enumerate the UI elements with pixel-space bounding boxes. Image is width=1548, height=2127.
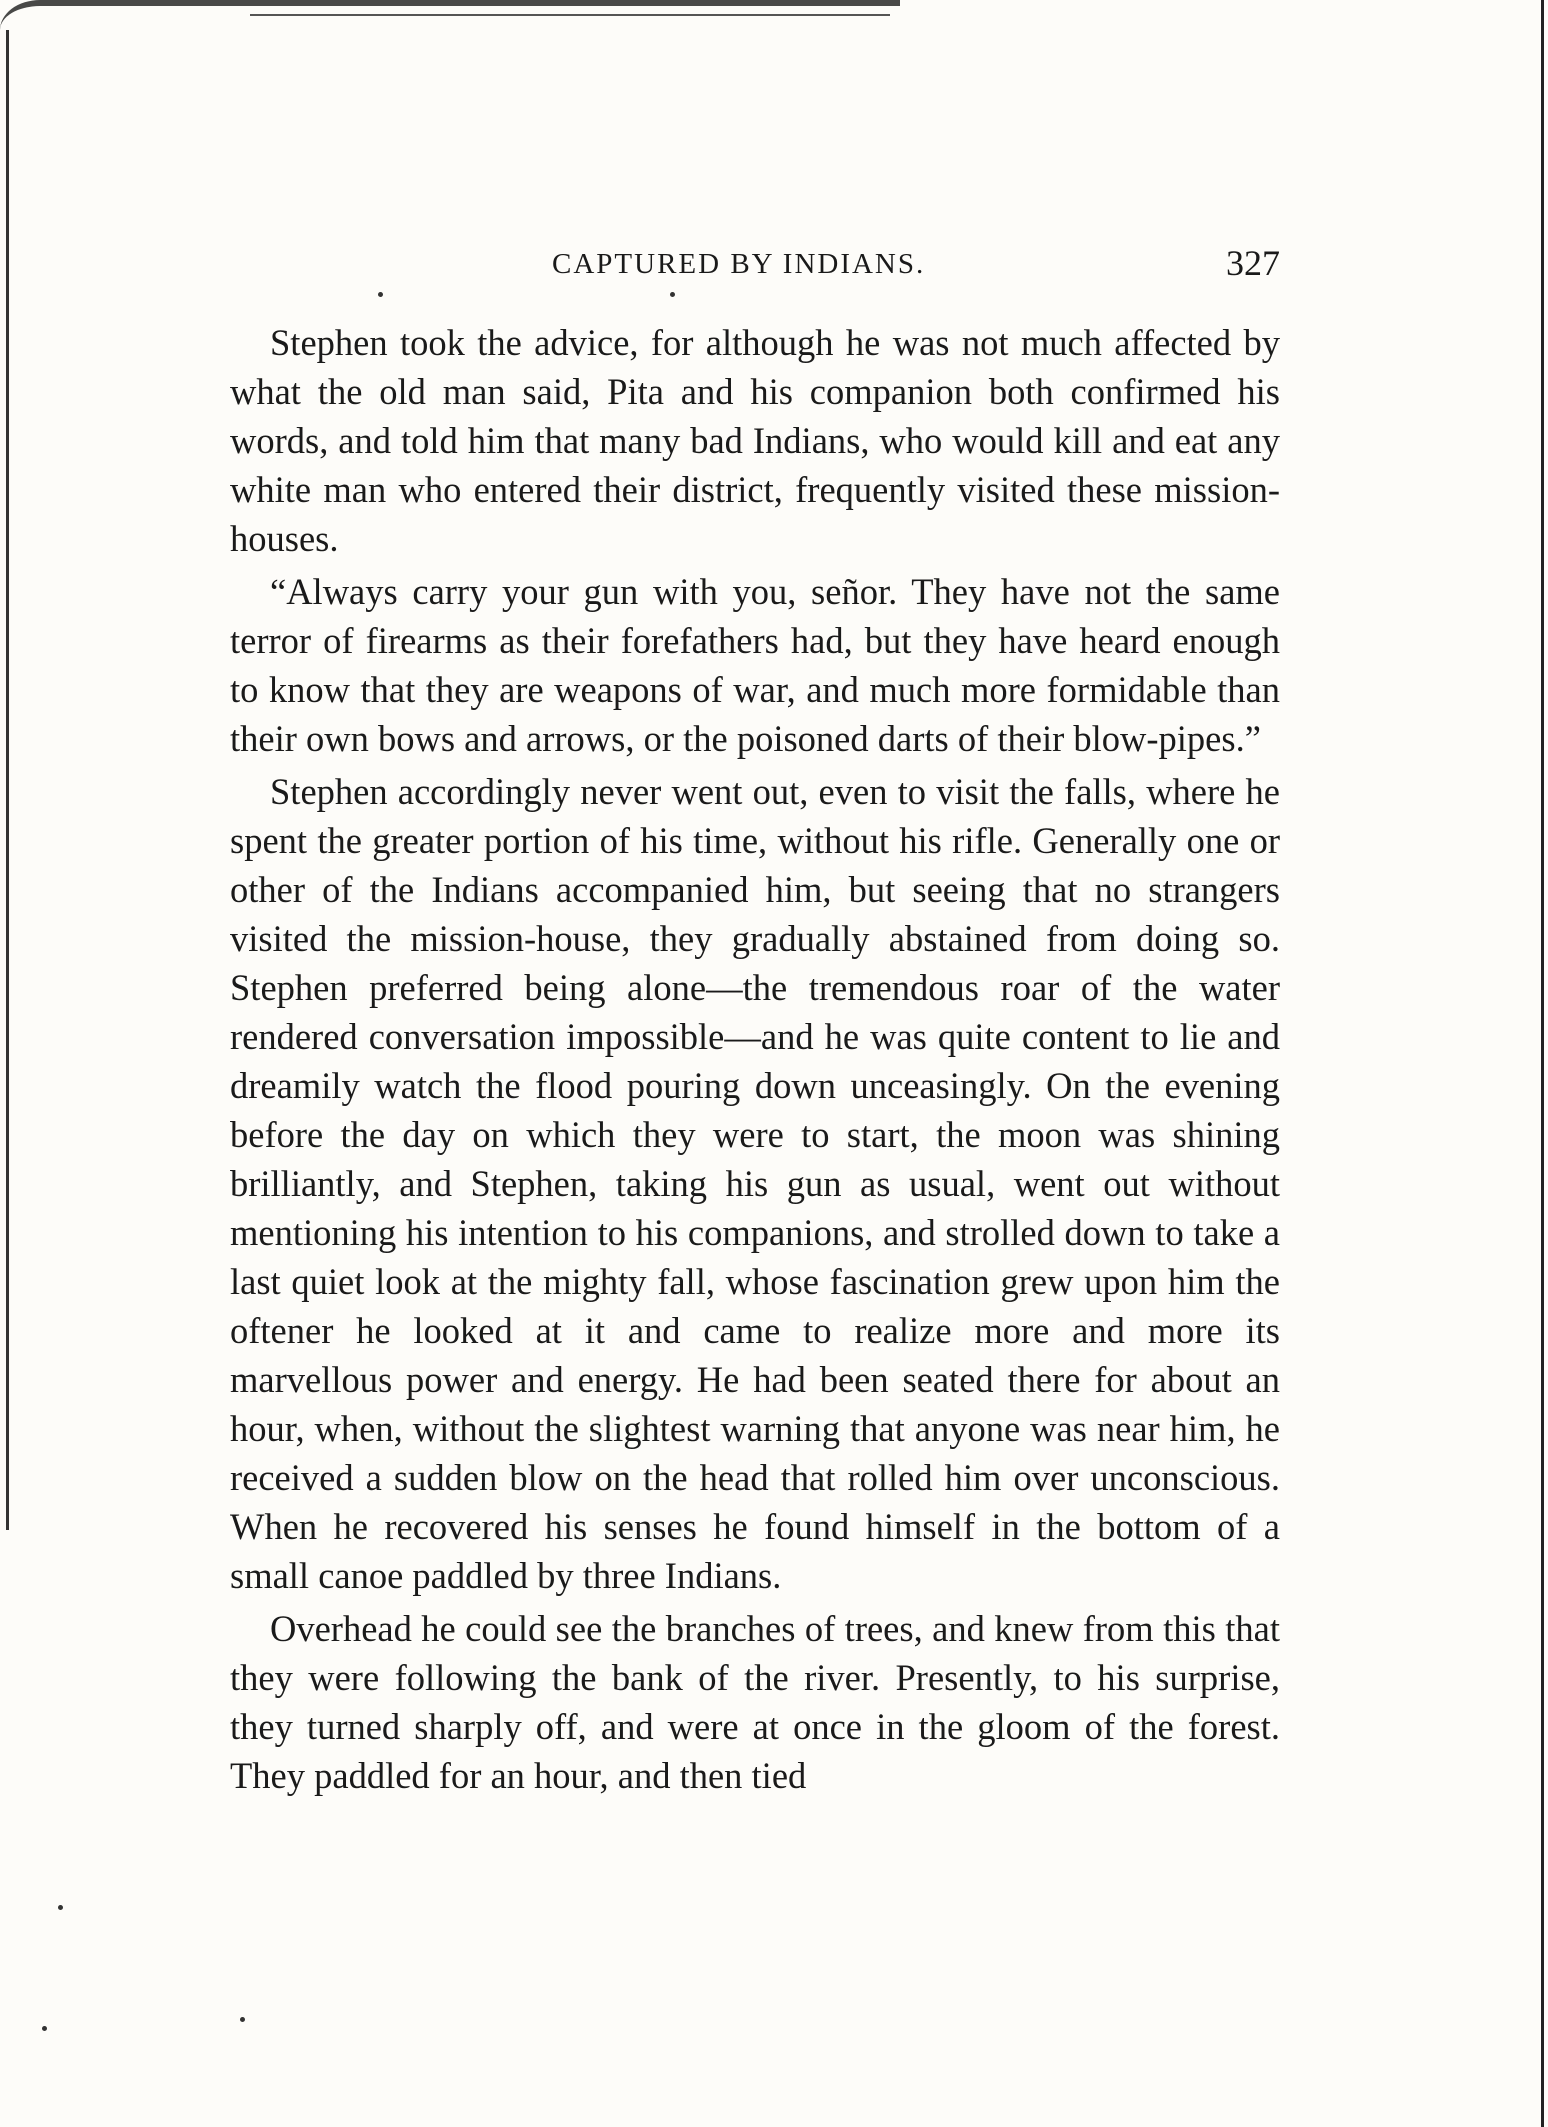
scan-speck	[240, 2017, 245, 2022]
page-header	[230, 238, 1280, 288]
scan-edge-right	[1541, 0, 1544, 2127]
scan-speck	[42, 2026, 47, 2031]
scan-edge-left	[6, 30, 9, 1530]
scan-speck	[378, 292, 383, 297]
paragraph: Overhead he could see the branches of trees, and knew from this that they were following the bank of the river. Presently, to his surprise, they turned sharply off, and were at once in the gloom of the forest. They paddled for an hour, and then tied	[230, 1608, 1280, 1796]
paragraph: Stephen took the advice, for although he was not much affected by what the old man said, Pita and his companion both confirmed his words, and told him that many bad Indians, who would kill and eat any white man who entered their district, frequently visited these mission-houses.	[230, 322, 1280, 559]
scan-edge-rule	[250, 14, 890, 16]
paragraph: “Always carry your gun with you, señor. They have not the same terror of firearms as their forefathers had, but they have heard enough to know that they are weapons of war, and much more formidable than their own bows and arrows, or the poisoned darts of their blow-pipes.”	[230, 571, 1280, 759]
paragraph: Stephen accordingly never went out, even to visit the falls, where he spent the greater portion of his time, without his rifle. Generally one or other of the Indians accompanied him, but seeing that no strangers visited the mission-house, they gradually abstained from doing so. Stephen preferred being alone—the tremendous roar of the water rendered conversation impossible—and he was quite content to lie and dreamily watch the flood pouring down unceasingly. On the evening before the day on which they were to start, the moon was shining brilliantly, and Stephen, taking his gun as usual, went out without mentioning his intention to his companions, and strolled down to take a last quiet look at the mighty fall, whose fascination grew upon him the oftener he looked at it and came to realize more and more its marvellous power and energy. He had been seated there for about an hour, when, without the slightest warning that anyone was near him, he received a sudden blow on the head that rolled him over unconscious. When he recovered his senses he found himself in the bottom of a small canoe paddled by three Indians.	[230, 771, 1280, 1596]
scan-edge-top	[0, 0, 900, 46]
scan-speck	[670, 292, 675, 297]
running-title: CAPTURED BY INDIANS.	[552, 248, 926, 280]
page-number: 327	[1226, 243, 1280, 283]
body-text	[230, 318, 1280, 1804]
scan-speck	[58, 1905, 63, 1910]
